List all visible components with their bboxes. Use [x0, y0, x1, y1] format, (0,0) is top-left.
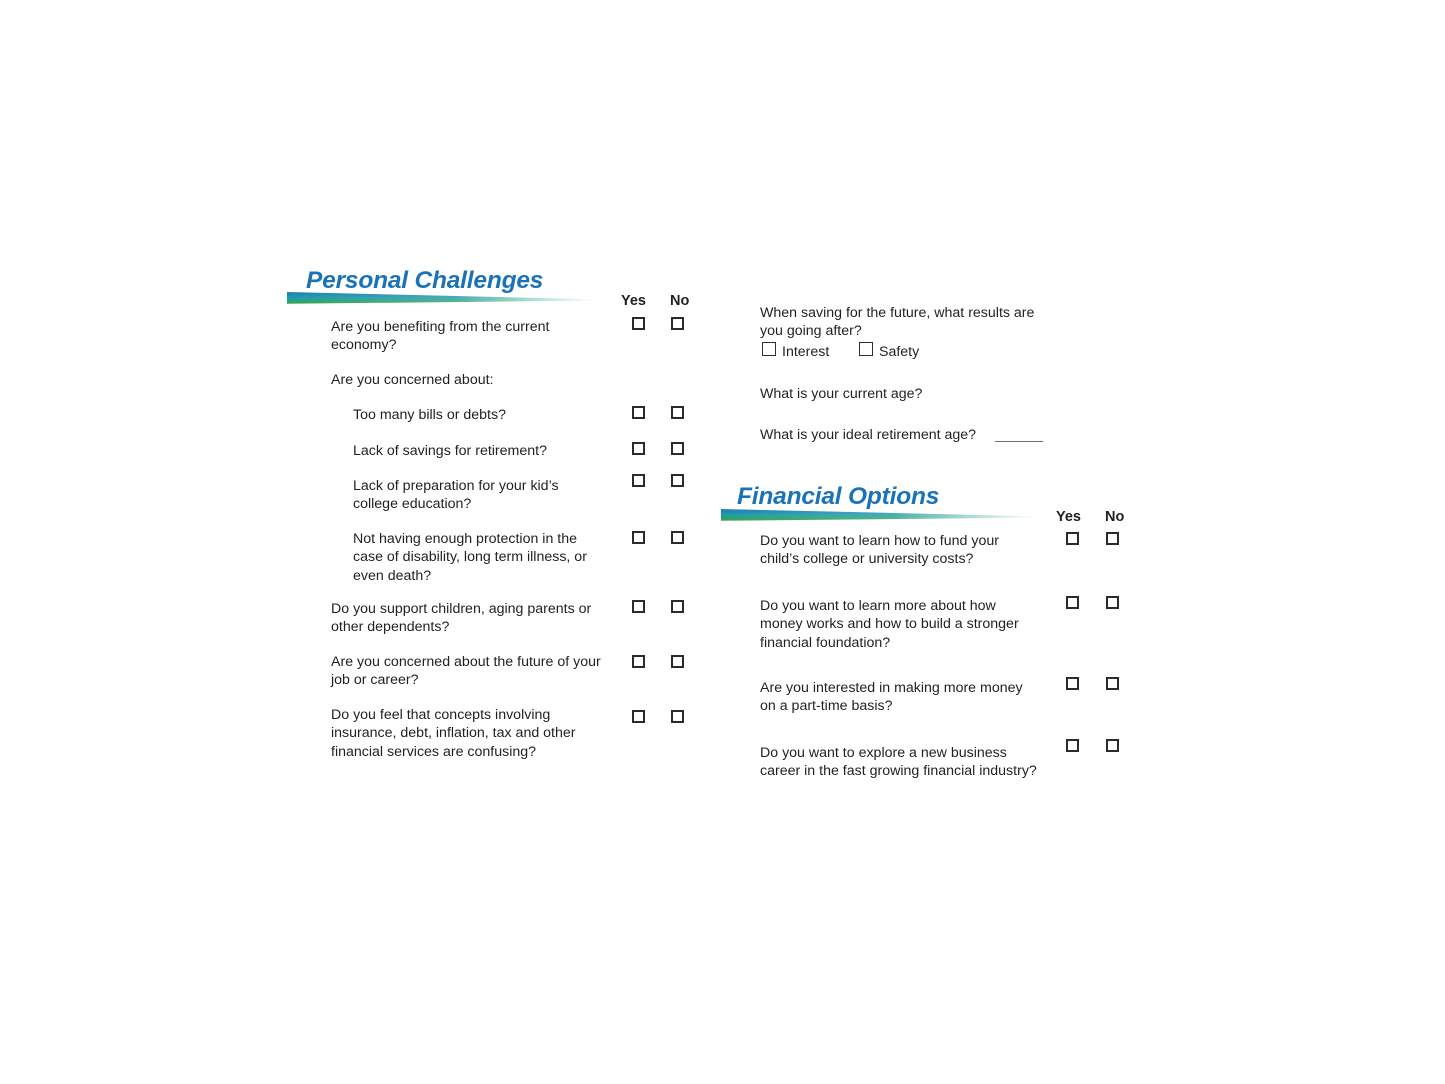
- checkbox-benefiting-economy-yes[interactable]: [632, 317, 645, 330]
- checkbox-part-time-money-no[interactable]: [1106, 677, 1119, 690]
- question-benefiting-economy: Are you benefiting from the current economy?: [331, 319, 550, 354]
- checkbox-support-dependents-no[interactable]: [671, 600, 684, 613]
- checkbox-how-money-works-yes[interactable]: [1066, 596, 1079, 609]
- question-lack-of-savings: Lack of savings for retirement?: [353, 443, 547, 459]
- checkbox-future-of-job-no[interactable]: [671, 655, 684, 668]
- checkbox-lack-of-preparation-no[interactable]: [671, 474, 684, 487]
- checkbox-fund-college-no[interactable]: [1106, 532, 1119, 545]
- section-title-personal-challenges: Personal Challenges: [306, 267, 544, 294]
- question-fund-college: Do you want to learn how to fund your child’s college or university costs?: [760, 533, 999, 568]
- checkbox-part-time-money-yes[interactable]: [1066, 677, 1079, 690]
- question-concerned-about: Are you concerned about:: [331, 372, 494, 388]
- checkbox-not-enough-protection-yes[interactable]: [632, 531, 645, 544]
- label-interest: Interest: [782, 344, 830, 360]
- checkbox-new-business-career-no[interactable]: [1106, 739, 1119, 752]
- checkbox-support-dependents-yes[interactable]: [632, 600, 645, 613]
- financial-options-no-header: No: [1105, 509, 1125, 525]
- checkbox-too-many-bills-yes[interactable]: [632, 406, 645, 419]
- checkbox-lack-of-savings-yes[interactable]: [632, 442, 645, 455]
- checkbox-concepts-confusing-no[interactable]: [671, 710, 684, 723]
- checkbox-safety[interactable]: [859, 342, 873, 356]
- checkbox-lack-of-preparation-yes[interactable]: [632, 474, 645, 487]
- checkbox-benefiting-economy-no[interactable]: [671, 317, 684, 330]
- question-part-time-money: Are you interested in making more money on a part-time basis?: [760, 680, 1023, 715]
- label-safety: Safety: [879, 344, 920, 360]
- checkbox-not-enough-protection-no[interactable]: [671, 531, 684, 544]
- checkbox-concepts-confusing-yes[interactable]: [632, 710, 645, 723]
- question-not-enough-protection: Not having enough protection in the case of disability, long term illness, or even death?: [353, 531, 587, 584]
- question-too-many-bills: Too many bills or debts?: [353, 407, 506, 423]
- checkbox-fund-college-yes[interactable]: [1066, 532, 1079, 545]
- personal-challenges-no-header: No: [670, 293, 690, 309]
- question-ideal-retirement-age: What is your ideal retirement age?: [760, 427, 977, 443]
- question-lack-of-preparation: Lack of preparation for your kid’s college education?: [353, 478, 559, 513]
- checkbox-too-many-bills-no[interactable]: [671, 406, 684, 419]
- financial-options-gradient-rule: [721, 507, 1033, 523]
- question-concepts-confusing: Do you feel that concepts involving insurance, debt, inflation, tax and other financial services are confusing?: [331, 707, 576, 760]
- checkbox-lack-of-savings-no[interactable]: [671, 442, 684, 455]
- checkbox-new-business-career-yes[interactable]: [1066, 739, 1079, 752]
- checkbox-interest[interactable]: [762, 342, 776, 356]
- question-future-of-job: Are you concerned about the future of your job or career?: [331, 654, 601, 689]
- question-support-dependents: Do you support children, aging parents or other dependents?: [331, 601, 592, 636]
- section-title-financial-options: Financial Options: [737, 483, 940, 510]
- checkbox-how-money-works-no[interactable]: [1106, 596, 1119, 609]
- saving-prompt: When saving for the future, what results are you going after?: [760, 305, 1035, 340]
- financial-options-yes-header: Yes: [1056, 509, 1081, 525]
- ideal-retirement-age-blank[interactable]: [995, 441, 1043, 442]
- personal-challenges-yes-header: Yes: [621, 293, 646, 309]
- checkbox-future-of-job-yes[interactable]: [632, 655, 645, 668]
- personal-challenges-gradient-rule: [287, 290, 592, 306]
- question-how-money-works: Do you want to learn more about how money works and how to build a stronger financial foundation?: [760, 598, 1019, 651]
- question-current-age: What is your current age?: [760, 386, 923, 402]
- question-new-business-career: Do you want to explore a new business career in the fast growing financial industry?: [760, 745, 1037, 780]
